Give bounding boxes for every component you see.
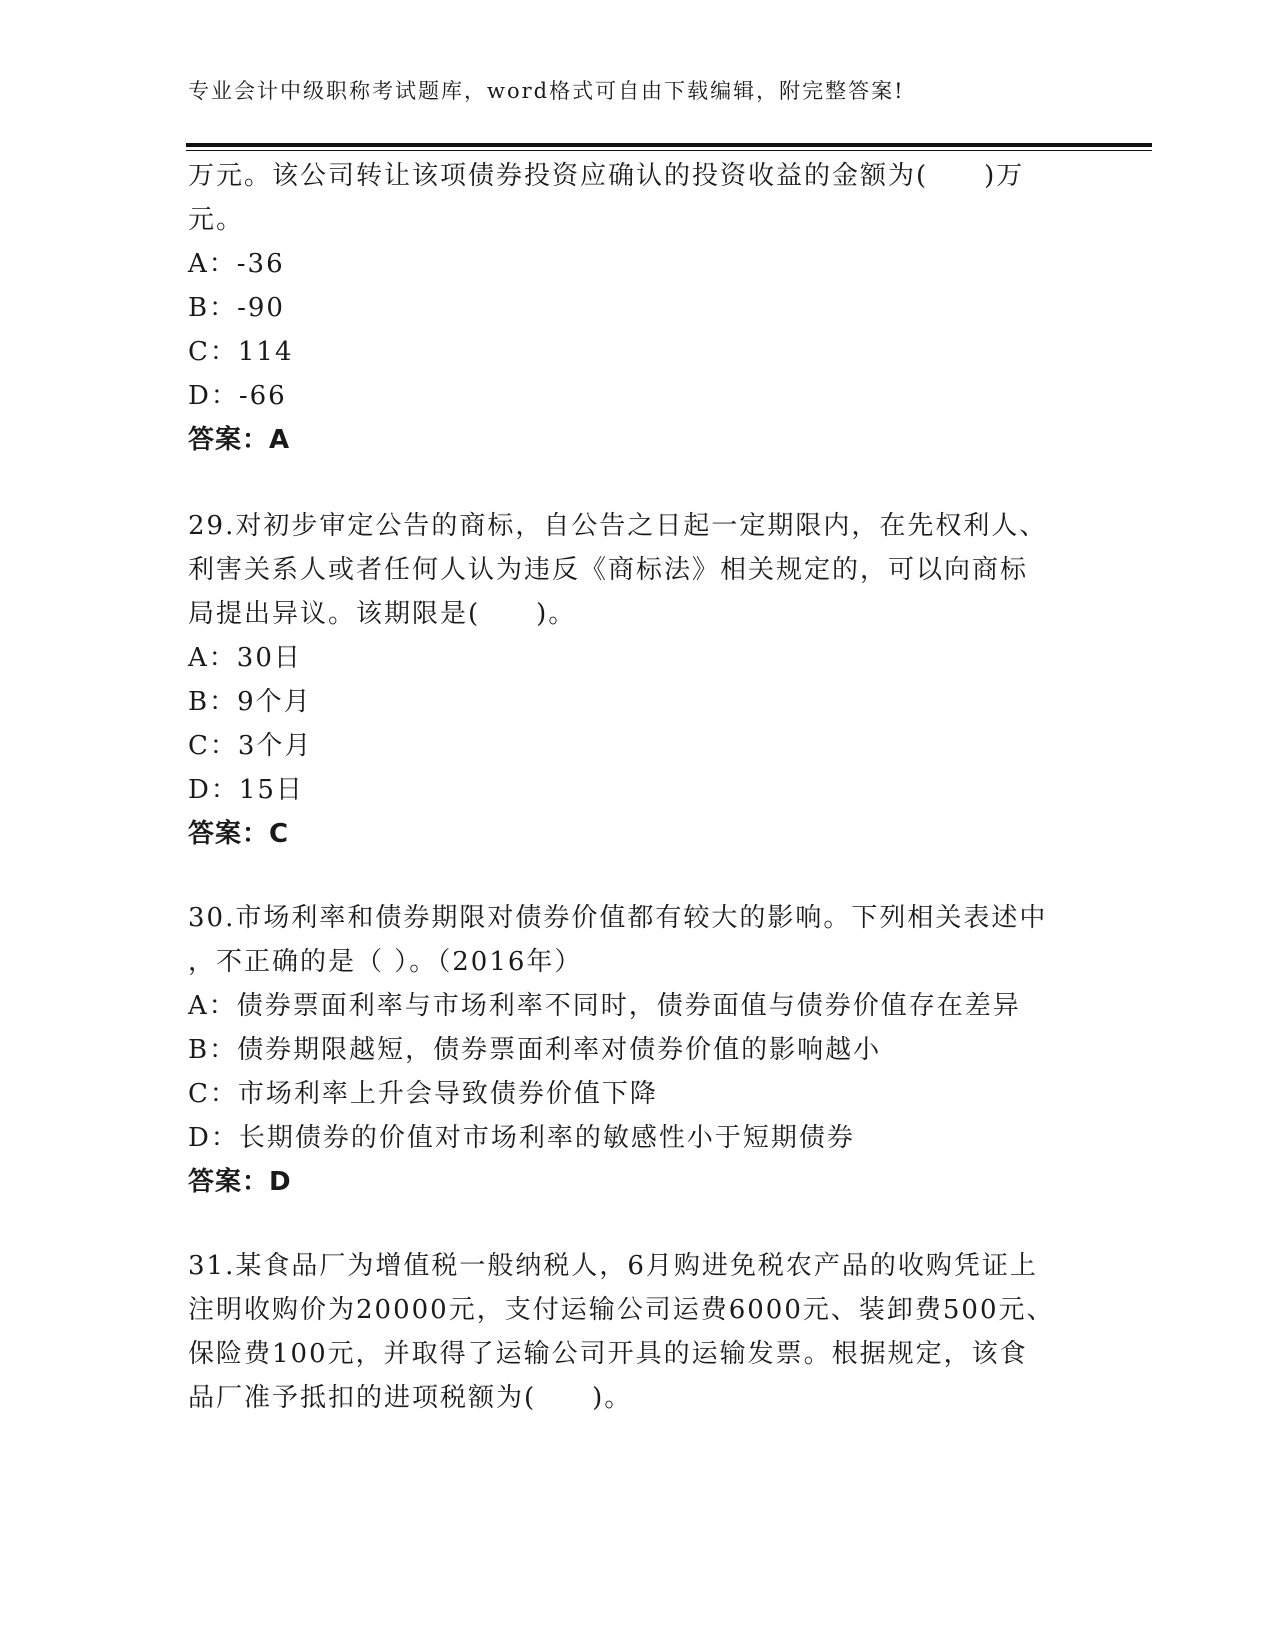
option-c: C：114	[188, 337, 294, 367]
answer: 答案：A	[188, 425, 291, 455]
option-a: A：债券票面利率与市场利率不同时，债券面值与债券价值存在差异	[188, 991, 1021, 1021]
header-divider-thin	[186, 150, 1152, 151]
option-d: D：长期债券的价值对市场利率的敏感性小于短期债券	[188, 1123, 855, 1153]
option-d: D：15日	[188, 775, 304, 805]
answer: 答案：D	[188, 1167, 292, 1197]
question-stem-line: 元。	[188, 205, 245, 235]
question-stem-line: 注明收购价为20000元，支付运输公司运费6000元、装卸费500元、	[188, 1295, 1055, 1325]
question-stem-line: 保险费100元，并取得了运输公司开具的运输发票。根据规定，该食	[188, 1339, 1028, 1369]
question-stem-line: 29.对初步审定公告的商标，自公告之日起一定期限内，在先权利人、	[188, 511, 1048, 541]
answer: 答案：C	[188, 819, 290, 849]
option-d: D：-66	[188, 381, 287, 411]
question-stem-line: ，不正确的是（ ）。（2016年）	[188, 947, 583, 977]
question-stem-line: 品厂准予抵扣的进项税额为( )。	[188, 1383, 633, 1413]
option-c: C：3个月	[188, 731, 313, 761]
question-stem-line: 利害关系人或者任何人认为违反《商标法》相关规定的，可以向商标	[188, 555, 1029, 585]
question-stem-line: 局提出异议。该期限是( )。	[188, 599, 577, 629]
option-b: B：债券期限越短，债券票面利率对债券价值的影响越小	[188, 1035, 882, 1065]
option-c: C：市场利率上升会导致债券价值下降	[188, 1079, 658, 1109]
option-a: A：30日	[188, 643, 302, 673]
question-stem-line: 30.市场利率和债券期限对债券价值都有较大的影响。下列相关表述中	[188, 903, 1048, 933]
option-b: B：9个月	[188, 687, 312, 717]
header-divider	[186, 143, 1152, 147]
question-stem-line: 万元。该公司转让该项债券投资应确认的投资收益的金额为( )万	[188, 161, 1025, 191]
page-header: 专业会计中级职称考试题库，word格式可自由下载编辑，附完整答案!	[188, 79, 905, 103]
question-stem-line: 31.某食品厂为增值税一般纳税人，6月购进免税农产品的收购凭证上	[188, 1251, 1038, 1281]
option-a: A：-36	[188, 249, 285, 279]
option-b: B：-90	[188, 293, 285, 323]
